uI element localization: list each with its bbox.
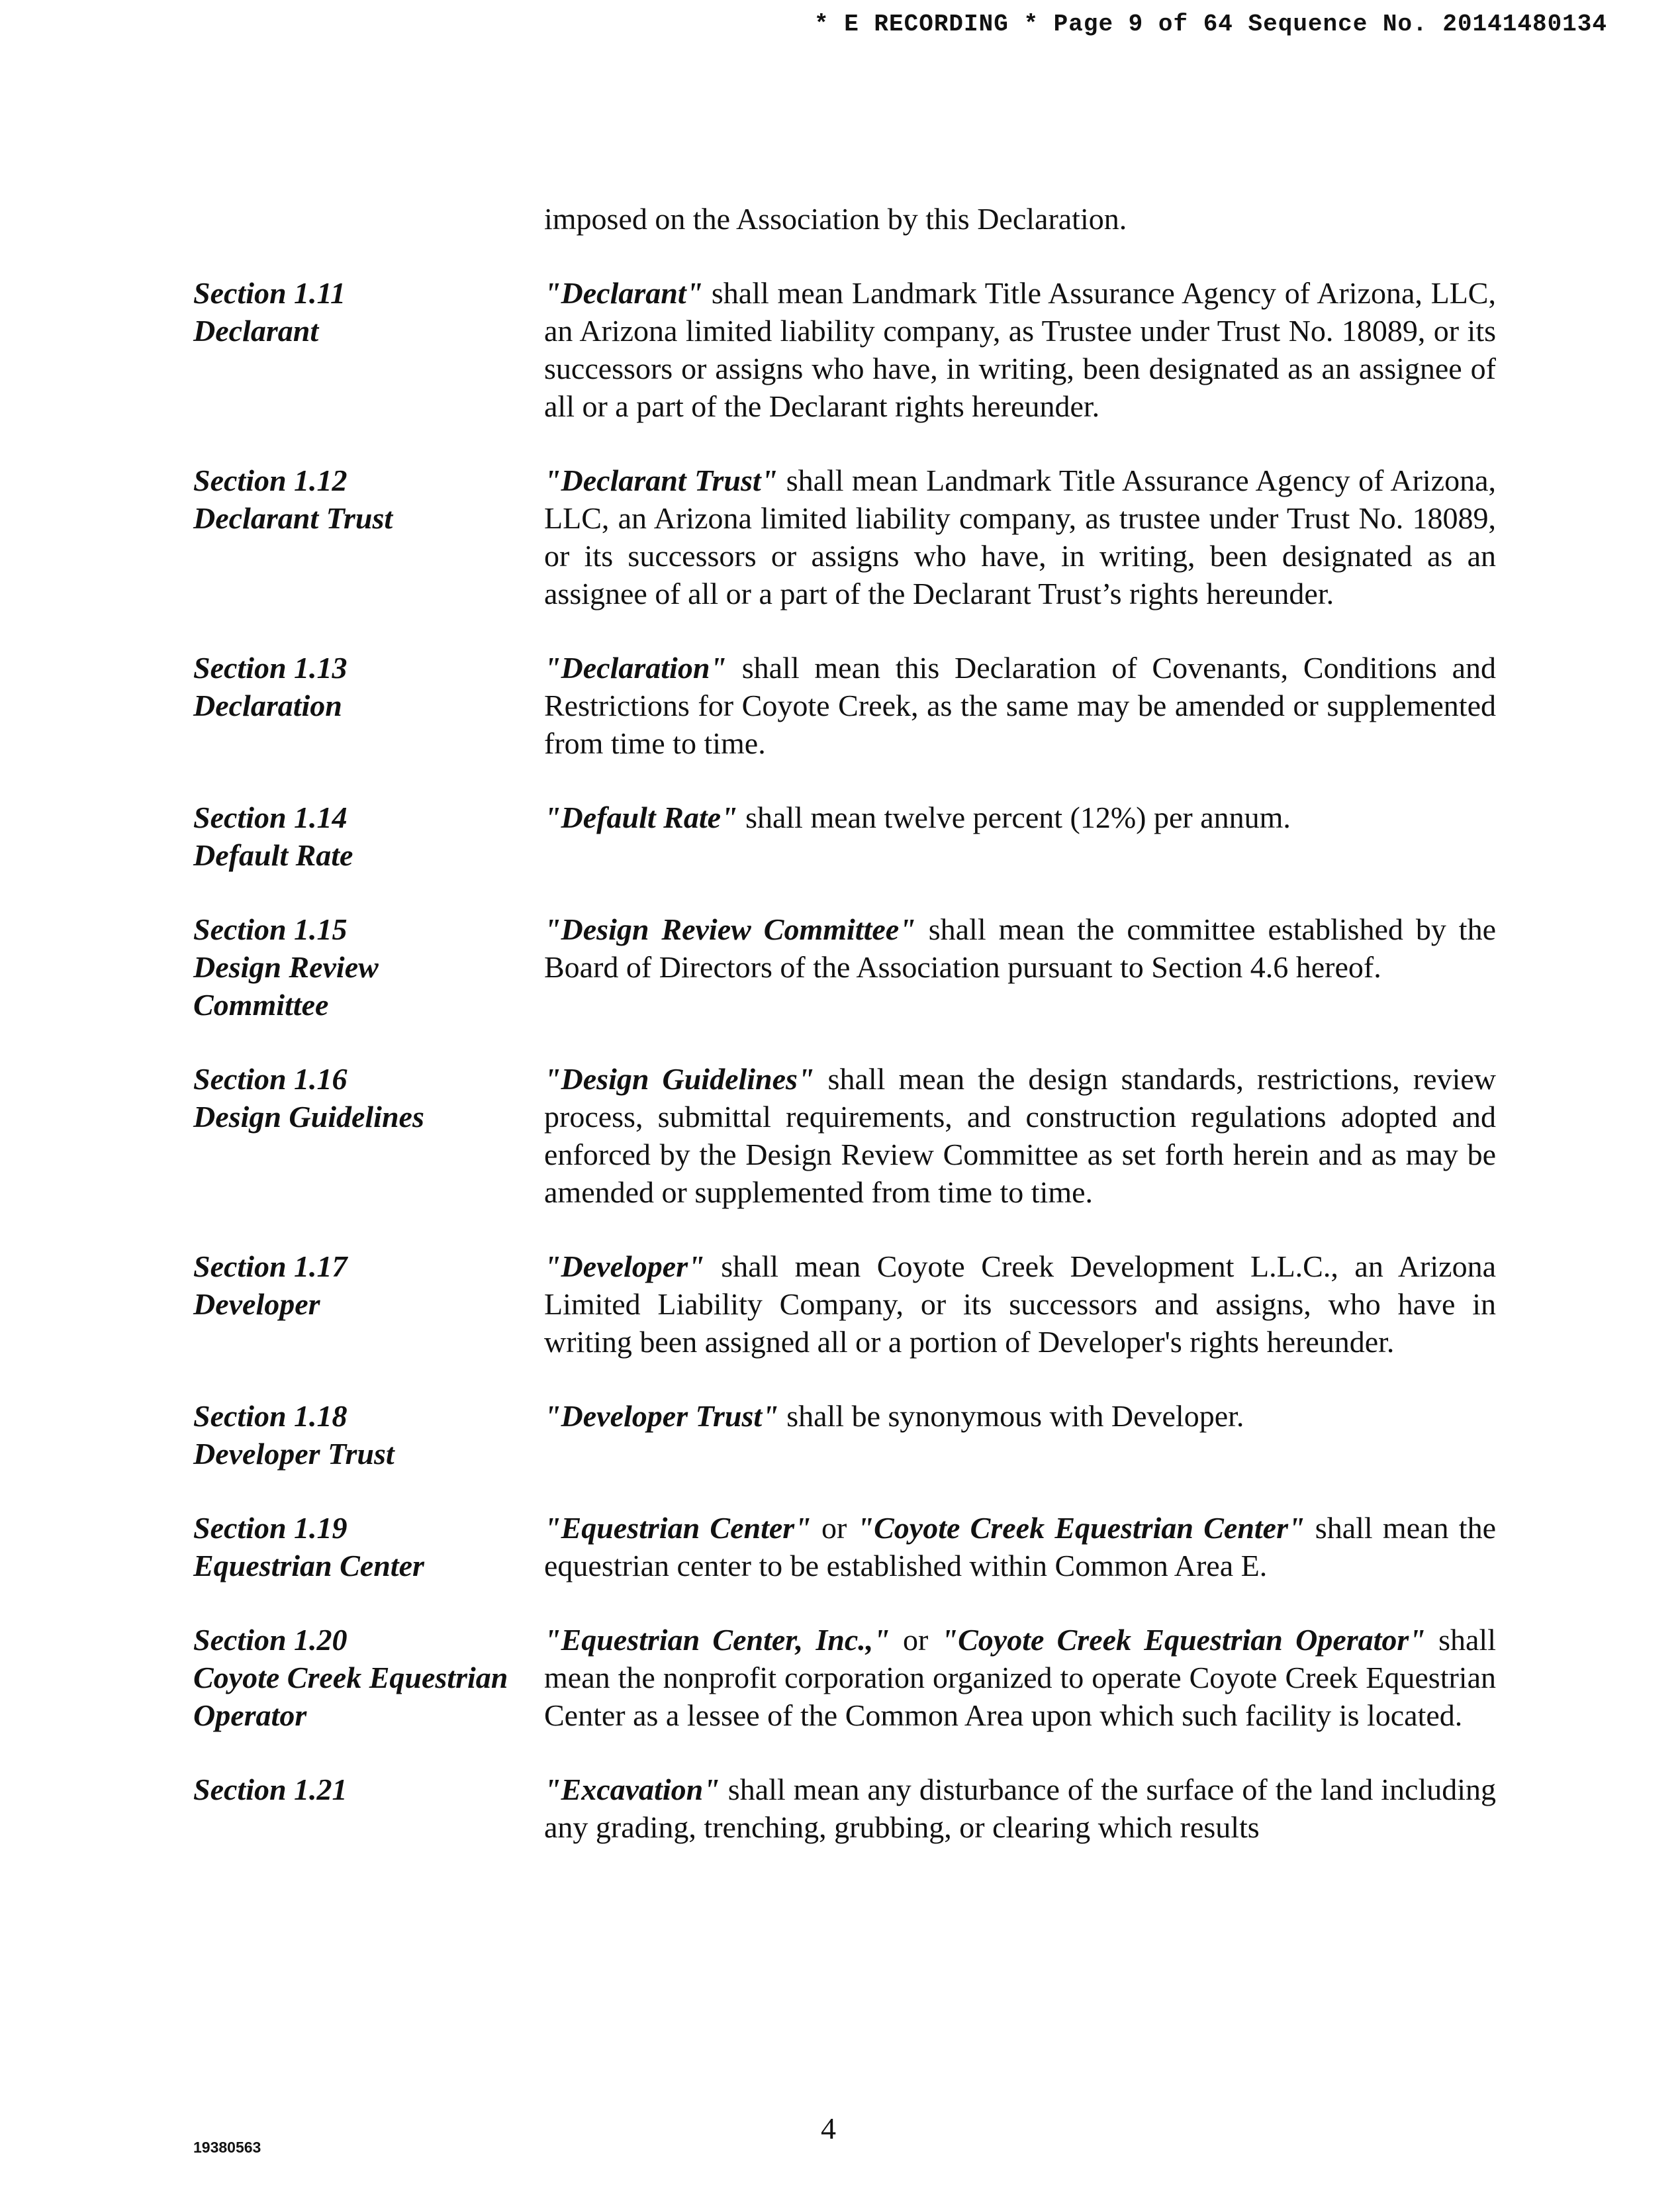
document-body	[193, 200, 1496, 1846]
section-title: Committee	[193, 988, 329, 1022]
definition-section	[193, 649, 1496, 762]
definition-text	[544, 910, 1496, 986]
definition-body: shall mean Landmark Title Assurance Agency of Arizona, LLC, an Arizona limited liability company, as trustee under Trust No. 18089, or its successors or assigns who have, in writing, been designated as an assignee of all or a part of the Declarant Trust’s rights hereunder.	[544, 463, 1497, 610]
section-label	[193, 910, 544, 1024]
defined-term: "Excavation"	[544, 1773, 720, 1806]
section-title: Developer Trust	[193, 1437, 395, 1471]
section-title: Equestrian Center	[193, 1549, 424, 1582]
document-id: 19380563	[193, 2139, 261, 2156]
defined-term: "Developer"	[544, 1249, 705, 1283]
section-label	[193, 1247, 544, 1323]
section-title: Declarant Trust	[193, 501, 393, 535]
defined-term: "Declarant Trust"	[544, 463, 778, 497]
recording-header: * E RECORDING * Page 9 of 64 Sequence No. 20141480134	[814, 11, 1607, 38]
definition-text	[544, 462, 1496, 612]
definition-section	[193, 462, 1496, 612]
defined-term: "Default Rate"	[544, 801, 738, 834]
definition-text	[544, 1771, 1496, 1846]
definition-text	[544, 1397, 1496, 1435]
section-title: Default Rate	[193, 838, 353, 872]
section-label	[193, 799, 544, 874]
section-label	[193, 462, 544, 537]
section-label	[193, 1771, 544, 1808]
continuation-text: imposed on the Association by this Declaration.	[544, 202, 1127, 236]
definition-section	[193, 1621, 1496, 1734]
section-number: Section 1.16	[193, 1062, 348, 1096]
section-title: Developer	[193, 1287, 320, 1321]
defined-term: "Declarant"	[544, 276, 704, 310]
definition-section	[193, 274, 1496, 425]
section-number: Section 1.19	[193, 1511, 348, 1545]
page-number: 4	[821, 2112, 836, 2145]
section-number: Section 1.12	[193, 463, 348, 497]
defined-term: "Declaration"	[544, 651, 727, 685]
defined-term: "Design Guidelines"	[544, 1062, 815, 1096]
section-title: Declaration	[193, 689, 342, 722]
definition-text	[544, 1060, 1496, 1211]
section-number: Section 1.20	[193, 1623, 348, 1657]
definition-body: shall mean any disturbance of the surface of the land including any grading, trenching, grubbing, or clearing which results	[544, 1773, 1496, 1844]
section-number: Section 1.14	[193, 801, 348, 834]
definition-section	[193, 1771, 1496, 1846]
definition-section	[193, 1509, 1496, 1584]
definition-connector: or	[890, 1623, 941, 1657]
section-number: Section 1.15	[193, 912, 348, 946]
definition-body: shall mean Coyote Creek Development L.L.C., an Arizona Limited Liability Company, or its successors and assigns, who have in writing been assigned all or a portion of Developer's rights hereunder.	[544, 1249, 1496, 1359]
definition-body: shall mean the design standards, restrictions, review process, submittal requirements, and construction regulations adopted and enforced by the Design Review Committee as set forth herein and as may be amended or supplemented from time to time.	[544, 1062, 1496, 1209]
definition-text	[544, 1621, 1496, 1734]
defined-term: "Equestrian Center, Inc.,"	[544, 1623, 890, 1657]
section-title: Coyote Creek Equestrian	[193, 1661, 508, 1694]
definition-section	[193, 799, 1496, 874]
defined-term: "Equestrian Center"	[544, 1511, 812, 1545]
definition-body: shall mean the equestrian center to be established within Common Area E.	[544, 1511, 1496, 1582]
definition-connector: or	[811, 1511, 857, 1545]
section-label	[193, 274, 544, 350]
definition-section	[193, 1060, 1496, 1211]
definition-text	[544, 799, 1496, 836]
definition-text	[544, 274, 1496, 425]
definition-text	[544, 1509, 1496, 1584]
section-label	[193, 1509, 544, 1584]
definition-section	[193, 910, 1496, 1024]
definition-body: shall mean the committee established by the Board of Directors of the Association pursuant to Section 4.6 hereof.	[544, 912, 1497, 984]
definition-text	[544, 649, 1496, 762]
section-number: Section 1.21	[193, 1773, 348, 1806]
section-number: Section 1.11	[193, 276, 346, 310]
section-title: Operator	[193, 1698, 307, 1732]
section-title: Declarant	[193, 314, 319, 348]
section-label	[193, 1397, 544, 1473]
definition-body: shall mean the nonprofit corporation organized to operate Coyote Creek Equestrian Center as a lessee of the Common Area upon which such facility is located.	[544, 1623, 1496, 1732]
definition-section	[193, 1247, 1496, 1361]
defined-term-alternate: "Coyote Creek Equestrian Center"	[857, 1511, 1305, 1545]
definition-body: shall mean Landmark Title Assurance Agency of Arizona, LLC, an Arizona limited liability company, as Trustee under Trust No. 18089, or its successors or assigns who have, in writing, been designated as an assignee of all or a part of the Declarant rights hereunder.	[544, 276, 1496, 423]
section-number: Section 1.13	[193, 651, 348, 685]
section-title: Design Review	[193, 950, 379, 984]
section-number: Section 1.17	[193, 1249, 348, 1283]
definition-text	[544, 1247, 1496, 1361]
defined-term: "Developer Trust"	[544, 1399, 779, 1433]
definition-body: shall be synonymous with Developer.	[778, 1399, 1244, 1433]
section-label	[193, 649, 544, 724]
section-label	[193, 1060, 544, 1136]
section-title: Design Guidelines	[193, 1100, 424, 1134]
definition-section	[193, 1397, 1496, 1473]
section-label	[193, 1621, 544, 1734]
definition-body: shall mean twelve percent (12%) per annum.	[737, 801, 1291, 834]
definition-body: shall mean this Declaration of Covenants, Conditions and Restrictions for Coyote Creek, as the same may be amended or supplemented from time to time.	[544, 651, 1496, 760]
defined-term-alternate: "Coyote Creek Equestrian Operator"	[941, 1623, 1426, 1657]
defined-term: "Design Review Committee"	[544, 912, 916, 946]
section-number: Section 1.18	[193, 1399, 348, 1433]
